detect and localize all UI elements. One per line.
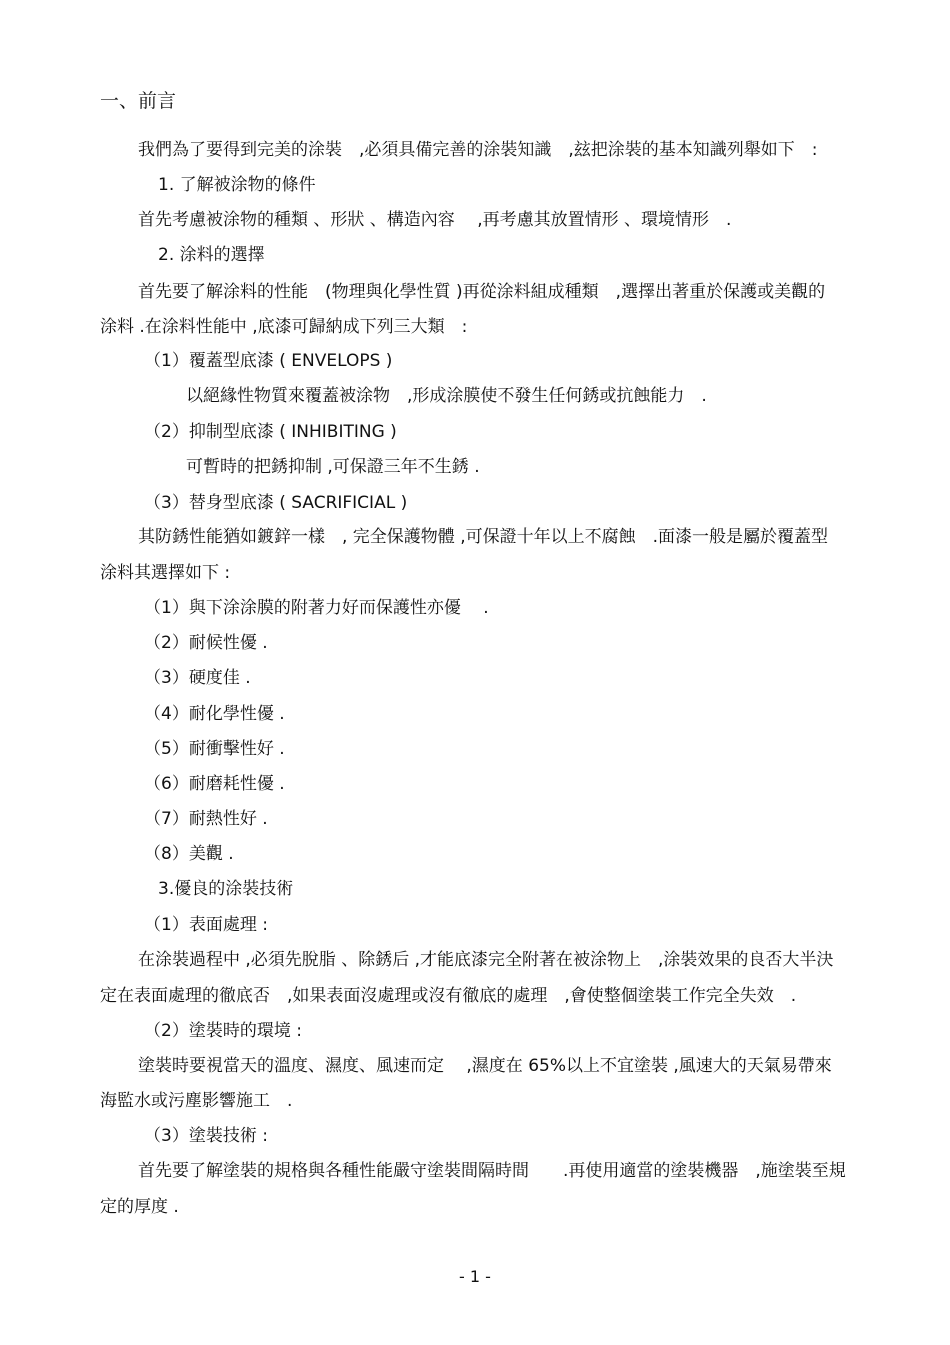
page-number: - 1 - [459, 1267, 491, 1286]
list-item: （1）覆蓋型底漆 ( ENVELOPS ) [144, 351, 393, 371]
paragraph-line: 在涂裝過程中 ,必須先脫脂 、除銹后 ,才能底漆完全附著在被涂物上 ,涂裝效果的良否大半決 [138, 950, 834, 970]
paragraph-line: 其防銹性能猶如鍍鋅一樣 , 完全保護物體 ,可保證十年以上不腐蝕 .面漆一般是屬於覆蓋型 [138, 527, 829, 547]
list-item-description: 可暫時的把銹抑制 ,可保證三年不生銹 . [186, 457, 480, 477]
paragraph-line: 首先要了解涂料的性能 (物理與化學性質 )再從涂料組成種類 ,選擇出著重於保護或美觀的 [138, 282, 826, 302]
list-item: （6）耐磨耗性優 . [144, 774, 285, 794]
subsection-title: 2. 涂料的選擇 [158, 245, 265, 265]
paragraph-line: 涂料 .在涂料性能中 ,底漆可歸納成下列三大類 : [100, 317, 468, 337]
paragraph-line: 海監水或污塵影響施工 . [100, 1091, 293, 1111]
list-item: （1）與下涂涂膜的附著力好而保護性亦優 . [144, 598, 489, 618]
paragraph-line: 首先要了解塗裝的規格與各種性能嚴守塗裝間隔時間 .再使用適當的塗裝機器 ,施塗裝至規 [138, 1161, 846, 1181]
subsection-title: 3.優良的涂裝技術 [158, 879, 294, 899]
list-item: （7）耐熱性好 . [144, 809, 268, 829]
paragraph-line: 定在表面處理的徹底否 ,如果表面沒處理或沒有徹底的處理 ,會使整個塗裝工作完全失效 . [100, 986, 797, 1006]
paragraph-line: 涂料其選擇如下 : [100, 563, 231, 583]
list-item: （5）耐衝擊性好 . [144, 739, 285, 759]
list-item: （2）抑制型底漆 ( INHIBITING ) [144, 422, 397, 442]
list-item: （8）美觀 . [144, 844, 234, 864]
paragraph-line: 首先考慮被涂物的種類 、形狀 、構造內容 ,再考慮其放置情形 、環境情形 . [138, 210, 732, 230]
list-item: （3）替身型底漆 ( SACRIFICIAL ) [144, 493, 408, 513]
paragraph-line: 塗裝時要視當天的溫度、濕度、風速而定 ,濕度在 65%以上不宜塗裝 ,風速大的天氣易帶來 [138, 1056, 832, 1076]
section-heading: 一、前言 [100, 90, 177, 112]
list-item: （4）耐化學性優 . [144, 704, 285, 724]
list-item: （3）硬度佳 . [144, 668, 251, 688]
list-item-description: 以絕緣性物質來覆蓋被涂物 ,形成涂膜使不發生任何銹或抗蝕能力 . [186, 386, 707, 406]
list-item: （2）塗裝時的環境 : [144, 1021, 302, 1041]
list-item: （1）表面處理 : [144, 915, 268, 935]
paragraph-line: 我們為了要得到完美的涂裝 ,必須具備完善的涂裝知識 ,玆把涂裝的基本知識列舉如下 : [138, 140, 818, 160]
list-item: （3）塗裝技術 : [144, 1126, 268, 1146]
paragraph-line: 定的厚度 . [100, 1197, 179, 1217]
list-item: （2）耐候性優 . [144, 633, 268, 653]
subsection-title: 1. 了解被涂物的條件 [158, 175, 316, 195]
